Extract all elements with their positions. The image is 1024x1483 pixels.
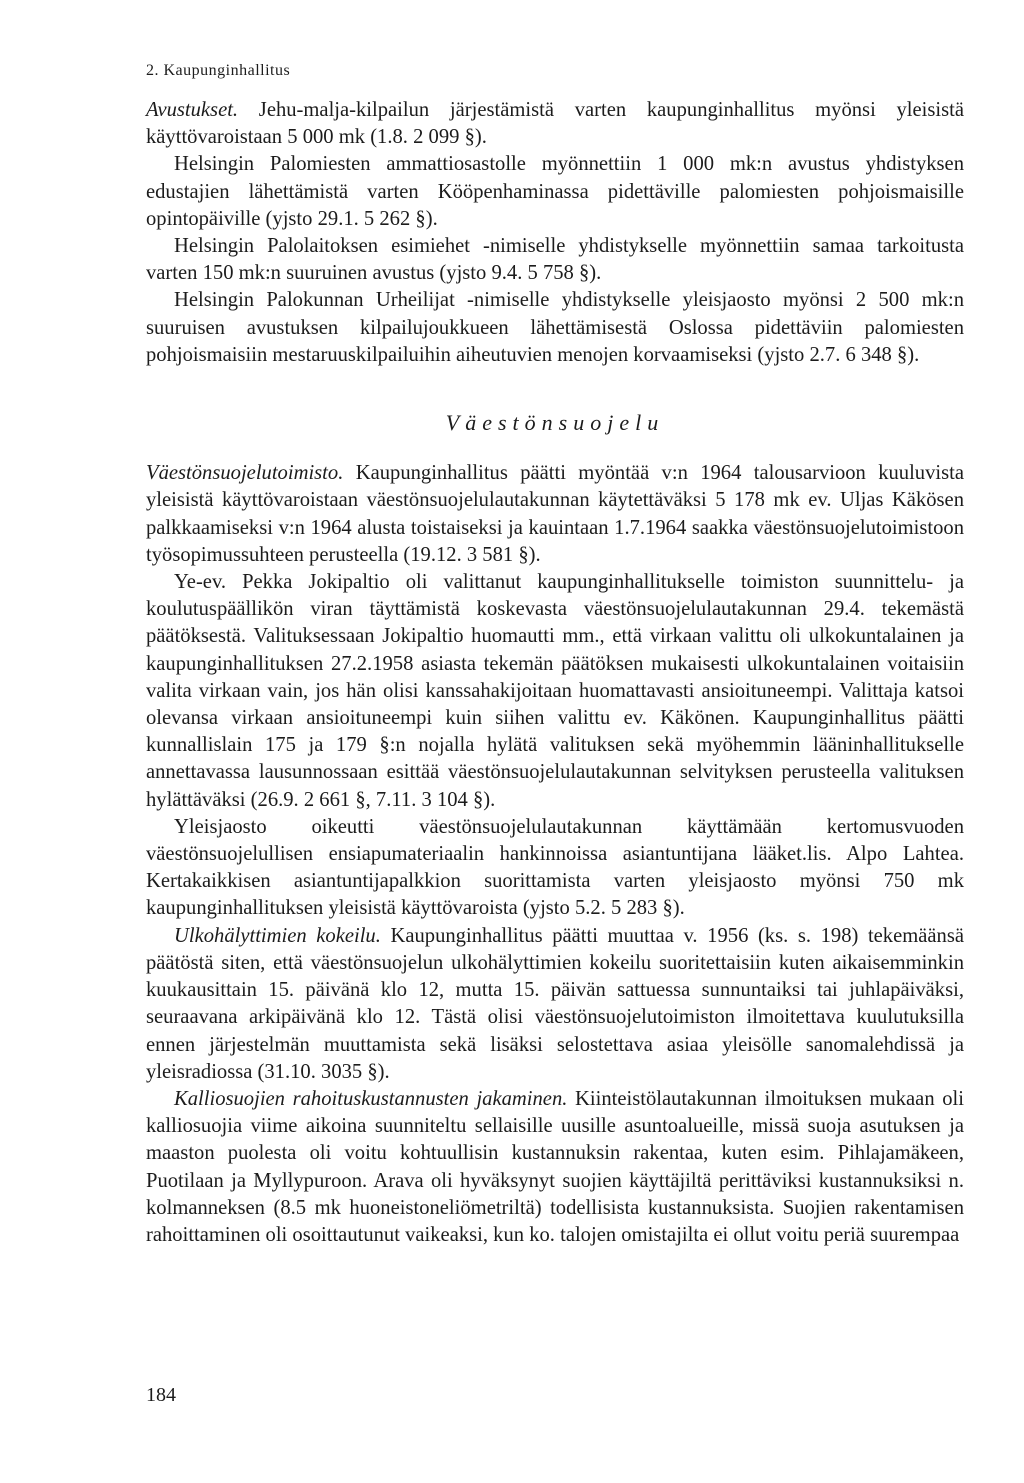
paragraph: Helsingin Palokunnan Urheilijat -nimiselle yhdistykselle yleisjaosto myönsi 2 500 mk:n suuruisen avustuksen kilpailujoukkueen lähettämisestä Oslossa pidettäviin palomiesten pohjoismaisiin mestaruuskilpailuihin aiheutuvien menojen korvaamiseksi (yjsto 2.7. 6 348 §). [146,289,964,366]
running-head: 2. Kaupunginhallitus [146,62,291,79]
paragraph-text: Kaupunginhallitus päätti myöntää v:n 1964 talousarvioon kuuluvista yleisistä käyttövaroistaan väestönsuojelulautakunnan käytettäväksi 5 178 mk ev. Uljas Käkösen palkkaamiseksi v:n 1964 alusta toistaiseksi ja kauintaan 1.7.1964 saakka väestönsuojelutoimistoon työsopimussuhteen perusteella (19.12. 3 581 §). [146,462,964,566]
paragraph-avustukset [146,97,964,151]
paragraph-text: Kaupunginhallitus päätti muuttaa v. 1956 (ks. s. 198) tekemäänsä päätöstä siten, että väestönsuojelun ulkohälyttimien kokeilu suoritettaisiin kuten aikaisemminkin kuukausittain 15. päivänä klo 12, mutta 15. päivän sattuessa sunnuntaiksi tai juhlapäiväksi, seuraavana arkipäivänä klo 12. Tästä olisi väestönsuojelutoimiston ilmoitettava kuulutuksilla ennen järjestelmän muuttamista sekä lisäksi selostettava asiaa yleisölle sanomalehdissä ja yleisradiossa (31.10. 3035 §). [146,924,964,1083]
paragraph-kalliosuojien-rahoitus [146,1086,964,1249]
paragraph: Helsingin Palomiesten ammattiosastolle myönnettiin 1 000 mk:n avustus yhdistyksen edustajien lähettämistä varten Kööpenhaminassa pidettäville palomiesten pohjoismaisille opintopäiville (yjsto 29.1. 5 262 §). [146,153,964,230]
page-body [146,97,964,1249]
page-number: 184 [146,1384,176,1406]
paragraph: Helsingin Palolaitoksen esimiehet -nimiselle yhdistykselle myönnettiin samaa tarkoitusta varten 150 mk:n suuruinen avustus (yjsto 9.4. 5 758 §). [146,235,964,285]
paragraph-vaestonsuojelutoimisto [146,460,964,569]
paragraph-lead: Ulkohälyttimien kokeilu. [174,924,381,947]
paragraph-lead: Väestönsuojelutoimisto. [146,462,344,485]
paragraph: Yleisjaosto oikeutti väestönsuojelulautakunnan käyttämään kertomusvuoden väestönsuojelullisen ensiapumateriaalin hankinnoissa asiantuntijana lääket.lis. Alpo Lahtea. Kertakaikkisen asiantuntijapalkkion suorittamista varten yleisjaosto myönsi 750 mk kaupunginhallituksen yleisistä käyttövaroista (yjsto 5.2. 5 283 §). [146,815,964,920]
paragraph: Ye-ev. Pekka Jokipaltio oli valittanut kaupunginhallitukselle toimiston suunnittelu- ja koulutuspäällikön viran täyttämistä koskevasta väestönsuojelulautakunnan 29.4. tekemästä päätöksestä. Valituksessaan Jokipaltio huomautti mm., että virkaan valittu oli ulkokuntalainen ja kaupunginhallituksen 27.2.1958 asiasta tekemän päätöksen mukaisesti ulkokuntalainen voitaisiin valita virkaan vain, jos hän olisi kanssahakijoitaan huomattavasti ansioituneempi. Valittaja katsoi olevansa virkaan ansioituneempi kuin siihen valittu ev. Käkönen. Kaupunginhallitus päätti kunnallislain 175 ja 179 §:n nojalla hylätä valituksen sekä myöhemmin lääninhallitukselle annettavassa lausunnossaan esittää väestönsuojelulautakunnan selvityksen perusteella valituksen hylättäväksi (26.9. 2 661 §, 7.11. 3 104 §). [146,571,964,811]
section-heading: Väestönsuojelu [445,410,665,436]
paragraph-ulkohalyttimien-kokeilu [146,923,964,1086]
paragraph-text: Kiinteistölautakunnan ilmoituksen mukaan oli kalliosuojia viime aikoina suunniteltu sellaisille uusille asuntoalueille, missä suoja asutuksen ja maaston puolesta oli voitu kohtuullisin kustannuksin rakentaa, kuten esim. Pihlajamäkeen, Puotilaan ja Myllypuroon. Arava oli hyväksynyt suojien käyttäjiltä perittäviksi kustannuksiksi n. kolmanneksen (8.5 mk huoneistoneliömetriltä) todellisista kustannuksista. Suojien rakentamisen rahoittaminen oli osoittautunut vaikeaksi, kun ko. talojen omistajilta ei ollut voitu periä suurempaa [146,1087,964,1246]
paragraph-lead: Kalliosuojien rahoituskustannusten jakaminen. [174,1087,568,1110]
paragraph-lead: Avustukset. [146,99,239,121]
paragraph-text: Jehu-malja-kilpailun järjestämistä varten kaupunginhallitus myönsi yleisistä käyttövaroistaan 5 000 mk (1.8. 2 099 §). [146,99,964,149]
